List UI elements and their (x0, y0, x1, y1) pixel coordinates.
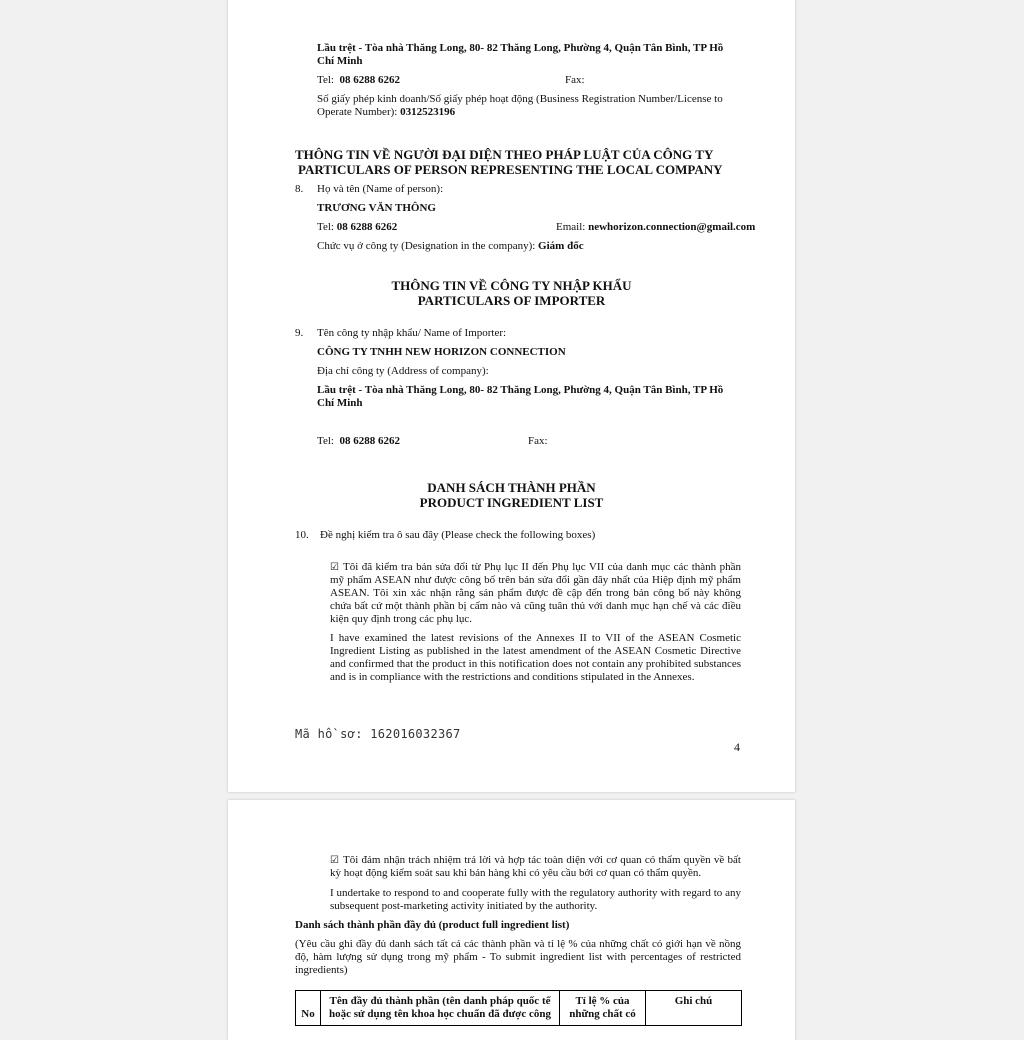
item-9-number: 9. (295, 327, 304, 339)
checkbox-statement-postmarket-vi (330, 854, 741, 880)
importer-name: CÔNG TY TNHH NEW HORIZON CONNECTION (317, 346, 566, 358)
license-line2 (317, 106, 455, 119)
importer-tel (317, 435, 400, 448)
col-header-note: Ghi chú (646, 991, 742, 1026)
checkbox-statement-annexes-vi (330, 561, 741, 626)
tel-label: Tel: (317, 74, 334, 86)
representative-email (556, 221, 755, 234)
company-tel (317, 74, 400, 87)
representative-heading-vi: THÔNG TIN VỀ NGƯỜI ĐẠI DIỆN THEO PHÁP LUẬT CỦA CÔNG TY (295, 147, 714, 162)
importer-address-line1: Lầu trệt - Tòa nhà Thăng Long, 80- 82 Thăng Long, Phường 4, Quận Tân Bình, TP Hồ (317, 384, 724, 396)
importer-address-label: Địa chỉ công ty (Address of company): (317, 365, 489, 377)
importer-heading-en: PARTICULARS OF IMPORTER (417, 293, 606, 308)
company-address-line2: Chí Minh (317, 55, 363, 67)
tel-value: 08 6288 6262 (339, 74, 400, 86)
document-page-5 (228, 800, 795, 1040)
check2-vi-text: Tôi đảm nhận trách nhiệm trả lời và hợp tác toàn diện với cơ quan có thẩm quyền về bất kỳ hoạt động kiểm soát sau khi bán hàng khi có yêu cầu bởi cơ quan có thẩm quyền. (330, 854, 741, 879)
rep-position-label: Chức vụ ở công ty (Designation in the company): (317, 240, 539, 252)
rep-position-value: Giám đốc (538, 240, 584, 252)
col-header-no: No (296, 991, 321, 1026)
importer-address-line2: Chí Minh (317, 397, 363, 409)
license-label: Operate Number): (317, 106, 401, 118)
rep-email-value: newhorizon.connection@gmail.com (588, 221, 756, 233)
page-number: 4 (734, 740, 740, 754)
item-9-label: Tên công ty nhập khẩu/ Name of Importer: (317, 327, 507, 339)
col-header-percent: Tỉ lệ % của những chất có (560, 991, 646, 1026)
importer-heading-vi: THÔNG TIN VỀ CÔNG TY NHẬP KHẨU (391, 278, 632, 293)
rep-email-label: Email: (556, 221, 589, 233)
checkbox-statement-postmarket-en: I undertake to respond to and cooperate fully with the regulatory authority with regard to any subsequent post-marketing activity initiated by the authority. (330, 887, 741, 912)
item-10-number: 10. (295, 529, 309, 541)
rep-tel-label: Tel: (317, 221, 337, 233)
document-page-4 (228, 0, 795, 792)
license-line1: Số giấy phép kinh doanh/Số giấy phép hoạt động (Business Registration Number/License to (317, 93, 723, 105)
checked-box-icon[interactable]: ☑ (330, 562, 339, 573)
ingredient-table (295, 990, 742, 1026)
ingredient-list-heading-vi: DANH SÁCH THÀNH PHẦN (427, 480, 596, 495)
license-number: 0312523196 (400, 106, 456, 118)
item-10-label: Đề nghị kiểm tra ô sau đây (Please check the following boxes) (320, 529, 596, 541)
representative-position (317, 240, 584, 253)
importer-fax-label: Fax: (528, 435, 548, 447)
item-8-label: Họ và tên (Name of person): (317, 183, 444, 195)
ingredient-list-heading-en: PRODUCT INGREDIENT LIST (419, 495, 604, 510)
item-8-number: 8. (295, 183, 304, 195)
company-address-line1: Lầu trệt - Tòa nhà Thăng Long, 80- 82 Thăng Long, Phường 4, Quận Tân Bình, TP Hồ (317, 42, 724, 54)
checkbox-statement-annexes-en: I have examined the latest revisions of the Annexes II to VII of the ASEAN Cosmetic Ingredient Listing as published in the latest amendment of the ASEAN Cosmetic Directive and confirmed that the product in this notification does not contain any prohibited substances and is in compliance with the restrictions and conditions stipulated in the Annexes. (330, 632, 741, 683)
representative-name: TRƯƠNG VĂN THÔNG (317, 202, 436, 214)
check1-vi-text: Tôi đã kiểm tra bản sửa đổi từ Phụ lục II đến Phụ lục VII của danh mục các thành phần mỹ phẩm ASEAN như được công bố trên bản sửa đổi gần đây nhất của Hiệp định mỹ phẩm ASEAN. Tôi xin xác nhận rằng sản phẩm được đề cập đến trong bản công bố này không chứa bất cứ một thành phần bị cấm nào và cũng tuân thủ với danh mục hạn chế và các điều kiện quy định trong các phụ lục. (330, 561, 741, 625)
col-header-name: Tên đầy đủ thành phần (tên danh pháp quốc tế hoặc sử dụng tên khoa học chuẩn đã được công (321, 991, 560, 1026)
representative-heading-en: PARTICULARS OF PERSON REPRESENTING THE LOCAL COMPANY (298, 162, 723, 177)
company-fax-label: Fax: (565, 74, 585, 86)
full-ingredient-list-heading: Danh sách thành phần đầy đủ (product full ingredient list) (295, 919, 570, 931)
rep-tel-value: 08 6288 6262 (336, 221, 398, 233)
representative-tel (317, 221, 397, 234)
imp-tel-value: 08 6288 6262 (339, 435, 400, 447)
full-ingredient-list-note: (Yêu cầu ghi đầy đủ danh sách tất cả các thành phần và tỉ lệ % của những chất có giới hạn về nồng độ, hàm lượng sử dụng trong mỹ phẩm - To submit ingredient list with percentages of restricted ingredients) (295, 938, 741, 976)
checked-box-icon[interactable]: ☑ (330, 855, 339, 866)
file-code: Mã hồ sơ: 162016032367 (295, 727, 461, 741)
ingredient-table-header-row (296, 991, 742, 1026)
imp-tel-label: Tel: (317, 435, 334, 447)
